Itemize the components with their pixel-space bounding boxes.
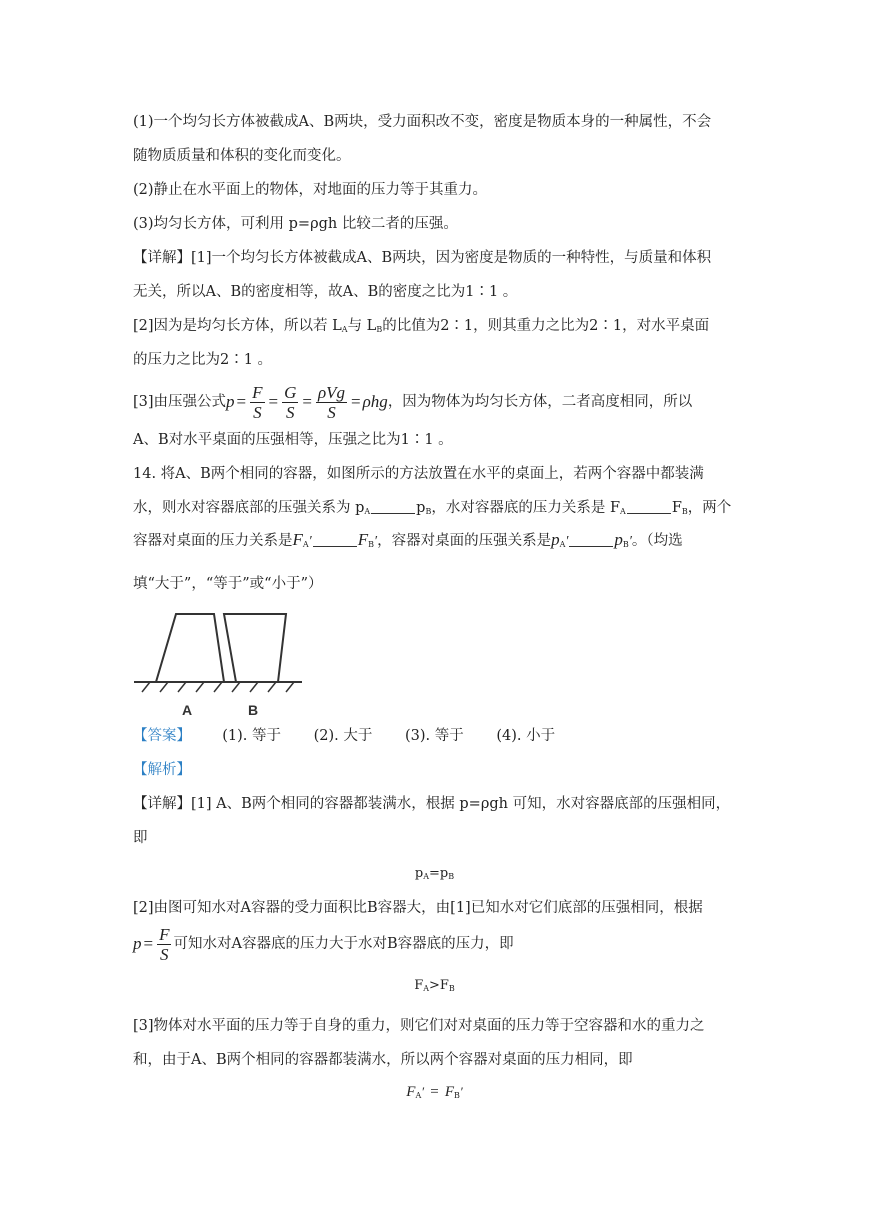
answer-row xyxy=(133,726,743,746)
equation-3: $F_A' = F_B'$ xyxy=(406,1084,463,1100)
answer-item-3: (3). 等于 xyxy=(404,728,464,744)
analysis-line-3: (3)均匀长方体，可利用 p=ρgh 比较二者的压强。 xyxy=(133,216,458,232)
answer-blank-2 xyxy=(627,499,671,514)
q14-line-3: 容器对桌面的压力关系是$F_A'$ $F_B'$，容器对桌面的压强关系是$p_A'$ $p_B'$。（均选 xyxy=(133,530,683,549)
label-a: A xyxy=(182,702,193,718)
q14-line-3-mid: ，容器对桌面的压强关系是 xyxy=(377,533,552,549)
answer-item-2: (2). 大于 xyxy=(313,728,373,744)
equation-1: $p_A=p_B$ xyxy=(414,866,455,881)
answer-blank-3 xyxy=(313,532,357,547)
q14-sub-a2: A xyxy=(620,507,626,516)
detail13-line-2b: 的压力之比为2∶1 。 xyxy=(133,352,273,368)
subscript-a: A xyxy=(341,325,348,334)
q14-sub-b1: B xyxy=(425,507,432,516)
q14-line-2: 水，则水对容器底部的压强关系为 $p_A$ $p_B$，水对容器底的压力关系是 $F_A$ $F_B$，两个 xyxy=(133,500,732,516)
detail13-line-3-post: ，因为物体为均匀长方体，二者高度相同，所以 xyxy=(387,394,693,410)
solution-tag: 【解析】 xyxy=(133,762,191,778)
answer-blank-4 xyxy=(569,532,613,547)
answer-blank-1 xyxy=(371,499,415,514)
hatch-marks xyxy=(142,682,294,692)
q14-sub-a1: A xyxy=(364,507,371,516)
solution-line-1b: 即 xyxy=(133,830,148,846)
solution-line-2b xyxy=(133,924,743,964)
analysis-line-1a: (1)一个均匀长方体被截成A、B两块，受力面积改不变，密度是物质本身的一种属性，不会 xyxy=(133,114,712,130)
detail13-line-3-pre: [3]由压强公式 xyxy=(133,394,227,410)
detail13-line-1b: 无关，所以A、B的密度相等，故A、B的密度之比为1∶1 。 xyxy=(133,284,518,300)
q14-line-3-pre: 容器对桌面的压力关系是 xyxy=(133,533,293,549)
container-b xyxy=(224,614,286,682)
label-b: B xyxy=(248,702,259,718)
containers-diagram xyxy=(130,606,310,718)
q14-line-2-mid: ，水对容器底的压力关系是 F xyxy=(431,500,621,516)
container-a xyxy=(156,614,224,682)
solution-line-3a: [3]物体对水平面的压力等于自身的重力，则它们对对桌面的压力等于空容器和水的重力之 xyxy=(133,1018,705,1034)
answer-tag: 【答案】 xyxy=(133,728,191,744)
solution-line-3b: 和，由于A、B两个相同的容器都装满水，所以两个容器对桌面的压力相同，即 xyxy=(133,1052,633,1068)
analysis-line-1b: 随物质质量和体积的变化而变化。 xyxy=(133,148,351,164)
q14-line-2-pre: 水，则水对容器底部的压强关系为 p xyxy=(133,500,365,516)
solution-line-1a: 【详解】[1] A、B两个相同的容器都装满水，根据 p=ρgh 可知，水对容器底部的压强相同， xyxy=(133,796,731,812)
equation-2: $F_A>F_B$ xyxy=(414,978,455,993)
q14-sub-b2: B xyxy=(681,507,688,516)
detail13-line-2a-pre: [2]因为是均匀长方体，所以若 L xyxy=(133,318,342,334)
answer-item-1: (1). 等于 xyxy=(222,728,281,744)
force-formula: p = $\frac{F}{S}$ xyxy=(133,924,170,964)
detail13-line-2a-post: 的比值为2∶1，则其重力之比为2∶1，对水平桌面 xyxy=(382,318,710,334)
solution-line-2a: [2]由图可知水对A容器的受力面积比B容器大，由[1]已知水对它们底部的压强相同，根据 xyxy=(133,900,703,916)
pressure-formula: p = $\frac{F}{S}$ = $\frac{G}{S}$ = $\frac{\text{ρVg}}{S}$ = ρhg xyxy=(226,382,388,422)
detail13-line-2a-mid: 与 L xyxy=(347,318,377,334)
detail13-line-1a: 【详解】[1]一个均匀长方体被截成A、B两块，因为密度是物质的一种特性，与质量和体积 xyxy=(133,250,712,266)
answer-item-4: (4). 小于 xyxy=(496,728,556,744)
detail13-line-3 xyxy=(133,382,743,422)
analysis-line-2: (2)静止在水平面上的物体，对地面的压力等于其重力。 xyxy=(133,182,488,198)
detail13-line-2a xyxy=(133,316,743,340)
q14-line-2-end: ，两个 xyxy=(687,500,732,516)
detail13-line-3b: A、B对水平桌面的压强相等，压强之比为1∶1 。 xyxy=(133,432,453,448)
q14-line-4: 填“大于”，“等于”或“小于”） xyxy=(133,576,323,592)
q14-line-3-end: 。（均选 xyxy=(631,533,683,549)
q14-line-1: 14. 将A、B两个相同的容器，如图所示的方法放置在水平的桌面上，若两个容器中都装满 xyxy=(133,466,704,482)
solution-line-2b-post: 可知水对A容器底的压力大于水对B容器底的压力，即 xyxy=(173,936,514,952)
subscript-b: B xyxy=(376,325,383,334)
